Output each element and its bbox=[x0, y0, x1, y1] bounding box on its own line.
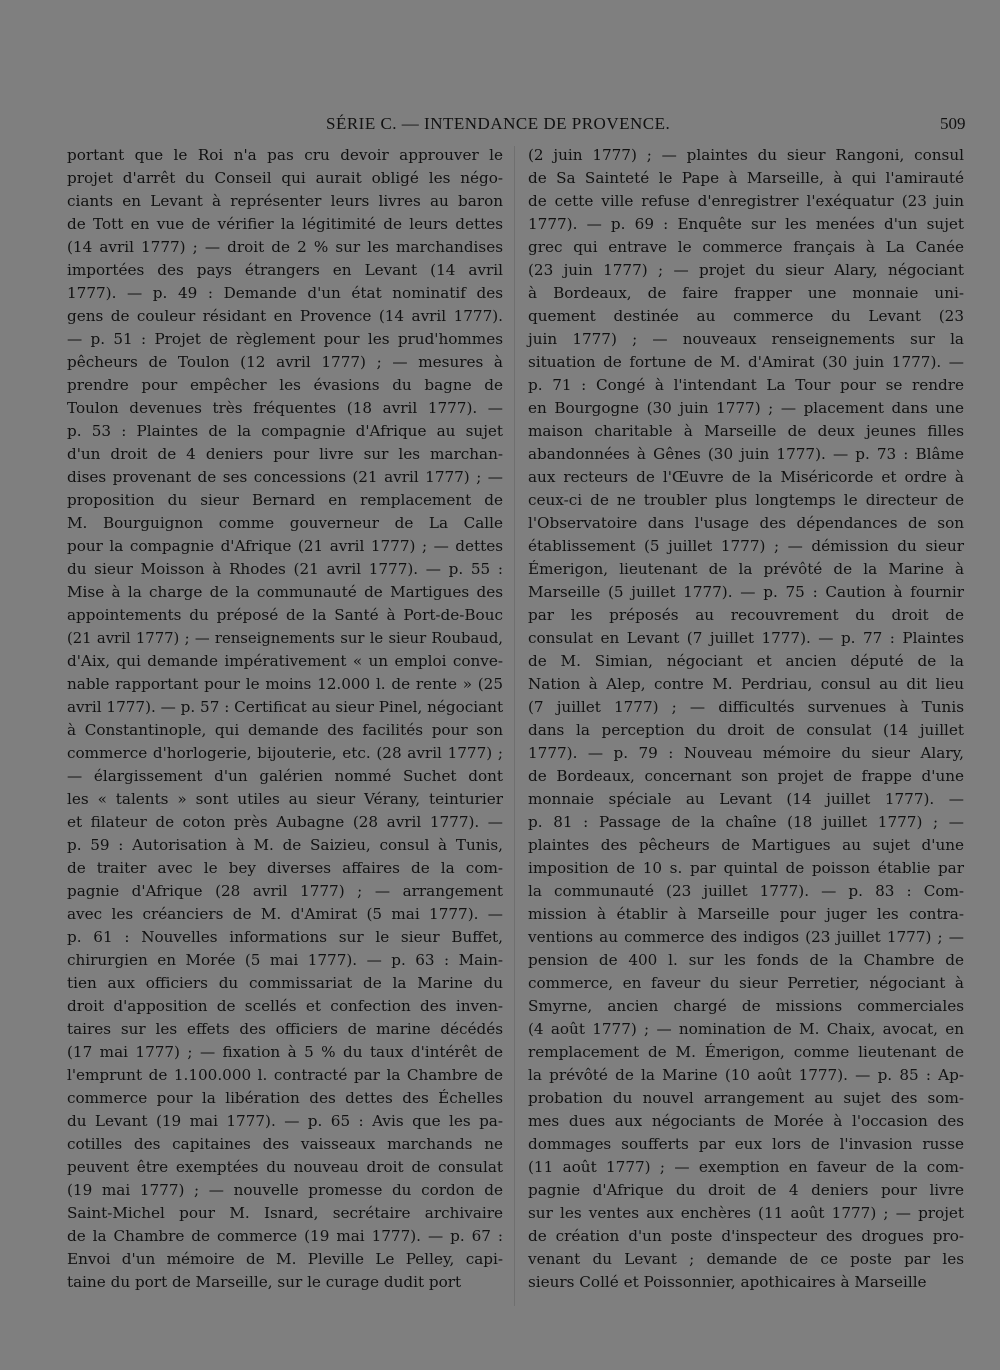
text-line: (7 juillet 1777) ; — difficultés survenues à Tunis bbox=[528, 698, 964, 716]
text-line: (11 août 1777) ; — exemption en faveur de la com- bbox=[528, 1158, 964, 1176]
text-line: ciants en Levant à représenter leurs livres au baron bbox=[67, 192, 503, 210]
text-line: Émerigon, lieutenant de la prévôté de la Marine à bbox=[528, 560, 964, 578]
text-line: sur les ventes aux enchères (11 août 1777) ; — projet bbox=[528, 1204, 964, 1222]
text-line: à Constantinople, qui demande des facilités pour son bbox=[67, 721, 503, 739]
text-line: commerce d'horlogerie, bijouterie, etc. (28 avril 1777) ; bbox=[67, 744, 503, 762]
text-line: p. 81 : Passage de la chaîne (18 juillet 1777) ; — bbox=[528, 813, 964, 831]
text-line: Envoi d'un mémoire de M. Pleville Le Pelley, capi- bbox=[67, 1250, 503, 1268]
text-line: (19 mai 1777) ; — nouvelle promesse du cordon de bbox=[67, 1181, 503, 1199]
text-line: plaintes des pêcheurs de Martigues au sujet d'une bbox=[528, 836, 964, 854]
text-line: l'Observatoire dans l'usage des dépendances de son bbox=[528, 514, 964, 532]
text-line: p. 53 : Plaintes de la compagnie d'Afrique au sujet bbox=[67, 422, 503, 440]
text-line: du Levant (19 mai 1777). — p. 65 : Avis que les pa- bbox=[67, 1112, 503, 1130]
page-number: 509 bbox=[940, 114, 966, 133]
text-line: de création d'un poste d'inspecteur des drogues pro- bbox=[528, 1227, 964, 1245]
left-text-column bbox=[67, 144, 503, 1294]
text-line: Saint-Michel pour M. Isnard, secrétaire archivaire bbox=[67, 1204, 503, 1222]
text-line: de Bordeaux, concernant son projet de frappe d'une bbox=[528, 767, 964, 785]
text-line: (21 avril 1777) ; — renseignements sur le sieur Roubaud, bbox=[67, 630, 503, 647]
text-line: droit d'apposition de scellés et confection des inven- bbox=[67, 997, 503, 1015]
text-line: gens de couleur résidant en Provence (14 avril 1777). bbox=[67, 307, 503, 325]
text-line: dans la perception du droit de consulat (14 juillet bbox=[528, 721, 964, 739]
text-line: mission à établir à Marseille pour juger les contra- bbox=[528, 905, 964, 923]
text-line: ceux-ci de ne troubler plus longtemps le directeur de bbox=[528, 491, 964, 509]
text-line: M. Bourguignon comme gouverneur de La Calle bbox=[67, 514, 503, 532]
text-line: Nation à Alep, contre M. Perdriau, consul au dit lieu bbox=[528, 675, 964, 693]
text-line: Smyrne, ancien chargé de missions commerciales bbox=[528, 997, 964, 1015]
text-line: projet d'arrêt du Conseil qui aurait obligé les négo- bbox=[67, 169, 503, 187]
text-line: 1777). — p. 49 : Demande d'un état nominatif des bbox=[67, 284, 503, 302]
text-line: probation du nouvel arrangement au sujet des som- bbox=[528, 1089, 964, 1107]
text-line: de Tott en vue de vérifier la légitimité de leurs dettes bbox=[67, 215, 503, 233]
text-line: pêcheurs de Toulon (12 avril 1777) ; — mesures à bbox=[67, 353, 503, 371]
text-line: commerce pour la libération des dettes des Échelles bbox=[67, 1089, 503, 1107]
text-line: pagnie d'Afrique du droit de 4 deniers pour livre bbox=[528, 1181, 964, 1199]
text-line: les « talents » sont utiles au sieur Vérany, teinturier bbox=[67, 790, 503, 808]
text-line: monnaie spéciale au Levant (14 juillet 1777). — bbox=[528, 790, 964, 808]
text-line: consulat en Levant (7 juillet 1777). — p. 77 : Plaintes bbox=[528, 629, 964, 647]
right-text-column bbox=[528, 144, 964, 1294]
text-line: de M. Simian, négociant et ancien député de la bbox=[528, 652, 964, 670]
text-line: imposition de 10 s. par quintal de poisson établie par bbox=[528, 859, 964, 877]
text-line: quement destinée au commerce du Levant (23 bbox=[528, 307, 964, 325]
text-line: tien aux officiers du commissariat de la Marine du bbox=[67, 974, 503, 992]
text-line: pagnie d'Afrique (28 avril 1777) ; — arrangement bbox=[67, 882, 503, 900]
text-line: Marseille (5 juillet 1777). — p. 75 : Caution à fournir bbox=[528, 583, 964, 601]
text-line: d'Aix, qui demande impérativement « un emploi conve- bbox=[67, 652, 503, 670]
text-line: 1777). — p. 79 : Nouveau mémoire du sieur Alary, bbox=[528, 744, 964, 762]
text-line: aux recteurs de l'Œuvre de la Miséricorde et ordre à bbox=[528, 468, 964, 486]
text-line: remplacement de M. Émerigon, comme lieutenant de bbox=[528, 1043, 964, 1061]
running-title: SÉRIE C. — INTENDANCE DE PROVENCE. bbox=[326, 114, 671, 133]
text-line: sieurs Collé et Poissonnier, apothicaires à Marseille bbox=[528, 1273, 927, 1291]
text-line: taires sur les effets des officiers de marine décédés bbox=[67, 1020, 503, 1038]
text-line: peuvent être exemptées du nouveau droit de consulat bbox=[67, 1158, 503, 1176]
text-line: chirurgien en Morée (5 mai 1777). — p. 63 : Main- bbox=[67, 951, 503, 969]
text-line: 1777). — p. 69 : Enquête sur les menées d'un sujet bbox=[528, 215, 964, 233]
text-line: cotilles des capitaines des vaisseaux marchands ne bbox=[67, 1135, 503, 1153]
text-line: p. 59 : Autorisation à M. de Saizieu, consul à Tunis, bbox=[67, 836, 503, 854]
text-line: — élargissement d'un galérien nommé Suchet dont bbox=[67, 767, 503, 785]
text-line: grec qui entrave le commerce français à La Canée bbox=[528, 238, 964, 256]
text-line: avec les créanciers de M. d'Amirat (5 mai 1777). — bbox=[67, 905, 503, 923]
text-line: d'un droit de 4 deniers pour livre sur les marchan- bbox=[67, 445, 503, 463]
text-line: pension de 400 l. sur les fonds de la Chambre de bbox=[528, 951, 964, 969]
text-line: ventions au commerce des indigos (23 juillet 1777) ; — bbox=[528, 928, 964, 946]
text-line: la prévôté de la Marine (10 août 1777). — p. 85 : Ap- bbox=[528, 1066, 964, 1084]
text-line: de traiter avec le bey diverses affaires de la com- bbox=[67, 859, 503, 877]
text-line: venant du Levant ; demande de ce poste par les bbox=[528, 1250, 964, 1268]
text-line: (17 mai 1777) ; — fixation à 5 % du taux d'intérêt de bbox=[67, 1043, 503, 1061]
text-line: (2 juin 1777) ; — plaintes du sieur Rangoni, consul bbox=[528, 146, 964, 164]
text-line: du sieur Moisson à Rhodes (21 avril 1777). — p. 55 : bbox=[67, 560, 503, 578]
text-line: en Bourgogne (30 juin 1777) ; — placement dans une bbox=[528, 399, 964, 417]
text-line: avril 1777). — p. 57 : Certificat au sieur Pinel, négociant bbox=[67, 698, 504, 716]
text-line: appointements du préposé de la Santé à Port-de-Bouc bbox=[67, 606, 503, 624]
text-line: établissement (5 juillet 1777) ; — démission du sieur bbox=[528, 537, 964, 555]
running-header bbox=[0, 114, 1000, 138]
text-line: Toulon devenues très fréquentes (18 avril 1777). — bbox=[67, 399, 503, 417]
text-line: — p. 51 : Projet de règlement pour les prud'hommes bbox=[67, 330, 503, 348]
text-line: pour la compagnie d'Afrique (21 avril 1777) ; — dettes bbox=[67, 537, 503, 555]
text-line: p. 71 : Congé à l'intendant La Tour pour se rendre bbox=[528, 376, 964, 394]
text-line: maison charitable à Marseille de deux jeunes filles bbox=[528, 422, 964, 440]
text-line: nable rapportant pour le moins 12.000 l. de rente » (25 bbox=[67, 675, 503, 693]
text-line: situation de fortune de M. d'Amirat (30 juin 1777). — bbox=[528, 353, 964, 371]
text-line: de la Chambre de commerce (19 mai 1777). — p. 67 : bbox=[67, 1227, 503, 1245]
text-line: dises provenant de ses concessions (21 avril 1777) ; — bbox=[67, 468, 503, 486]
text-line: dommages soufferts par eux lors de l'invasion russe bbox=[528, 1135, 964, 1153]
text-line: (14 avril 1777) ; — droit de 2 % sur les marchandises bbox=[67, 238, 503, 256]
text-line: portant que le Roi n'a pas cru devoir approuver le bbox=[67, 146, 503, 164]
text-line: de Sa Sainteté le Pape à Marseille, à qui l'amirauté bbox=[528, 169, 964, 187]
text-line: prendre pour empêcher les évasions du bagne de bbox=[67, 376, 503, 394]
text-line: importées des pays étrangers en Levant (14 avril bbox=[67, 261, 503, 279]
text-line: la communauté (23 juillet 1777). — p. 83 : Com- bbox=[528, 882, 964, 900]
text-line: (23 juin 1777) ; — projet du sieur Alary, négociant bbox=[528, 261, 964, 279]
text-line: par les préposés au recouvrement du droit de bbox=[528, 606, 964, 624]
text-line: proposition du sieur Bernard en remplacement de bbox=[67, 491, 503, 509]
column-divider bbox=[514, 146, 515, 1306]
text-line: l'emprunt de 1.100.000 l. contracté par la Chambre de bbox=[67, 1066, 503, 1084]
text-line: p. 61 : Nouvelles informations sur le sieur Buffet, bbox=[67, 928, 503, 946]
text-line: juin 1777) ; — nouveaux renseignements sur la bbox=[528, 330, 964, 348]
text-line: Mise à la charge de la communauté de Martigues des bbox=[67, 583, 503, 601]
text-line: commerce, en faveur du sieur Perretier, négociant à bbox=[528, 974, 964, 992]
text-line: et filateur de coton près Aubagne (28 avril 1777). — bbox=[67, 813, 503, 831]
text-line: à Bordeaux, de faire frapper une monnaie uni- bbox=[528, 284, 964, 302]
text-line: (4 août 1777) ; — nomination de M. Chaix, avocat, en bbox=[528, 1020, 964, 1038]
text-line: mes dues aux négociants de Morée à l'occasion des bbox=[528, 1112, 964, 1130]
text-line: taine du port de Marseille, sur le curage dudit port bbox=[67, 1273, 462, 1291]
text-line: abandonnées à Gênes (30 juin 1777). — p. 73 : Blâme bbox=[528, 445, 964, 463]
text-line: de cette ville refuse d'enregistrer l'exéquatur (23 juin bbox=[528, 192, 964, 210]
